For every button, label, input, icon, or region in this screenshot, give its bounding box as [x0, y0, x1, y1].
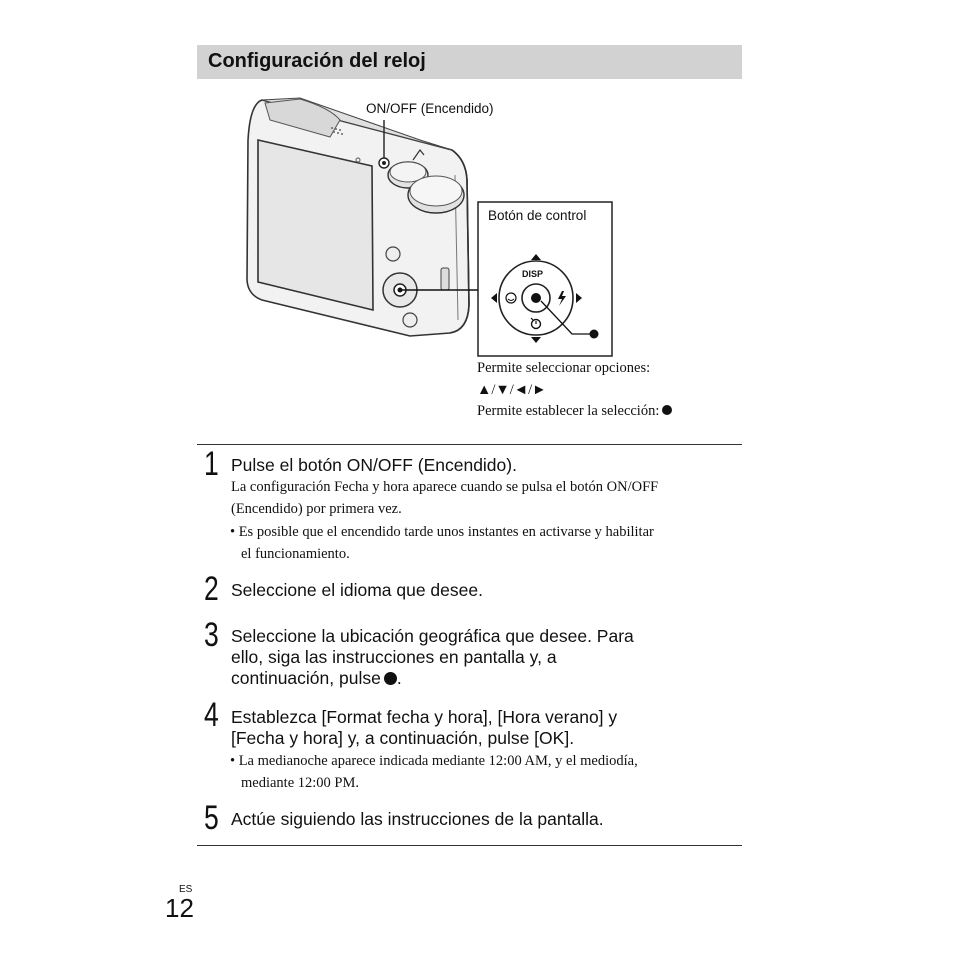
camera-body: [247, 98, 469, 336]
section-heading: Configuración del reloj: [208, 50, 426, 72]
center-dot-icon: [384, 672, 397, 685]
step-title-5: Actúe siguiendo las instrucciones de la pantalla.: [231, 809, 604, 829]
center-dot-icon: [590, 330, 599, 339]
step-title-3c-text: continuación, pulse: [231, 668, 381, 688]
step-title-3c-end: .: [396, 668, 402, 688]
page-number: 12: [165, 893, 194, 923]
step-number-5: 5: [204, 799, 219, 837]
label-onoff: ON/OFF (Encendido): [366, 101, 494, 116]
caption-arrows: ▲/▼/◄/►: [477, 382, 547, 398]
step-bullet-4: • La medianoche aparece indicada mediante 12:00 AM, y el mediodía,: [230, 753, 638, 769]
step-title-4: Establezca [Format fecha y hora], [Hora verano] y: [231, 707, 618, 727]
caption-select: Permite seleccionar opciones:: [477, 360, 651, 376]
disp-label: DISP: [522, 269, 544, 279]
step-body-1: La configuración Fecha y hora aparece cuando se pulsa el botón ON/OFF: [231, 479, 659, 495]
step-number-2: 2: [204, 570, 219, 608]
step-number-3: 3: [204, 616, 219, 654]
control-button-zoom-box: [478, 202, 612, 356]
step-title-3: Seleccione la ubicación geográfica que desee. Para: [231, 626, 634, 646]
top-divider: [197, 444, 742, 445]
step-title-3c: [231, 668, 731, 689]
step-number-4: 4: [204, 696, 219, 734]
step-title-4b: [Fecha y hora] y, a continuación, pulse [OK].: [231, 728, 575, 748]
step-bullet-4b: mediante 12:00 PM.: [241, 775, 360, 791]
caption-confirm: [477, 403, 672, 420]
center-dot-icon: [662, 405, 672, 415]
label-control-button: Botón de control: [488, 208, 587, 223]
language-code: ES: [179, 884, 193, 895]
step-body-1b: (Encendido) por primera vez.: [231, 501, 402, 517]
step-title-2: Seleccione el idioma que desee.: [231, 580, 483, 600]
step-bullet-1: • Es posible que el encendido tarde unos instantes en activarse y habilitar: [230, 524, 654, 540]
caption-confirm-text: Permite establecer la selección:: [477, 403, 660, 419]
step-bullet-1b: el funcionamiento.: [241, 546, 350, 562]
step-number-1: 1: [204, 445, 219, 483]
step-title-3b: ello, siga las instrucciones en pantalla y, a: [231, 647, 557, 667]
bottom-divider: [197, 845, 742, 846]
step-title-1: Pulse el botón ON/OFF (Encendido).: [231, 455, 517, 475]
